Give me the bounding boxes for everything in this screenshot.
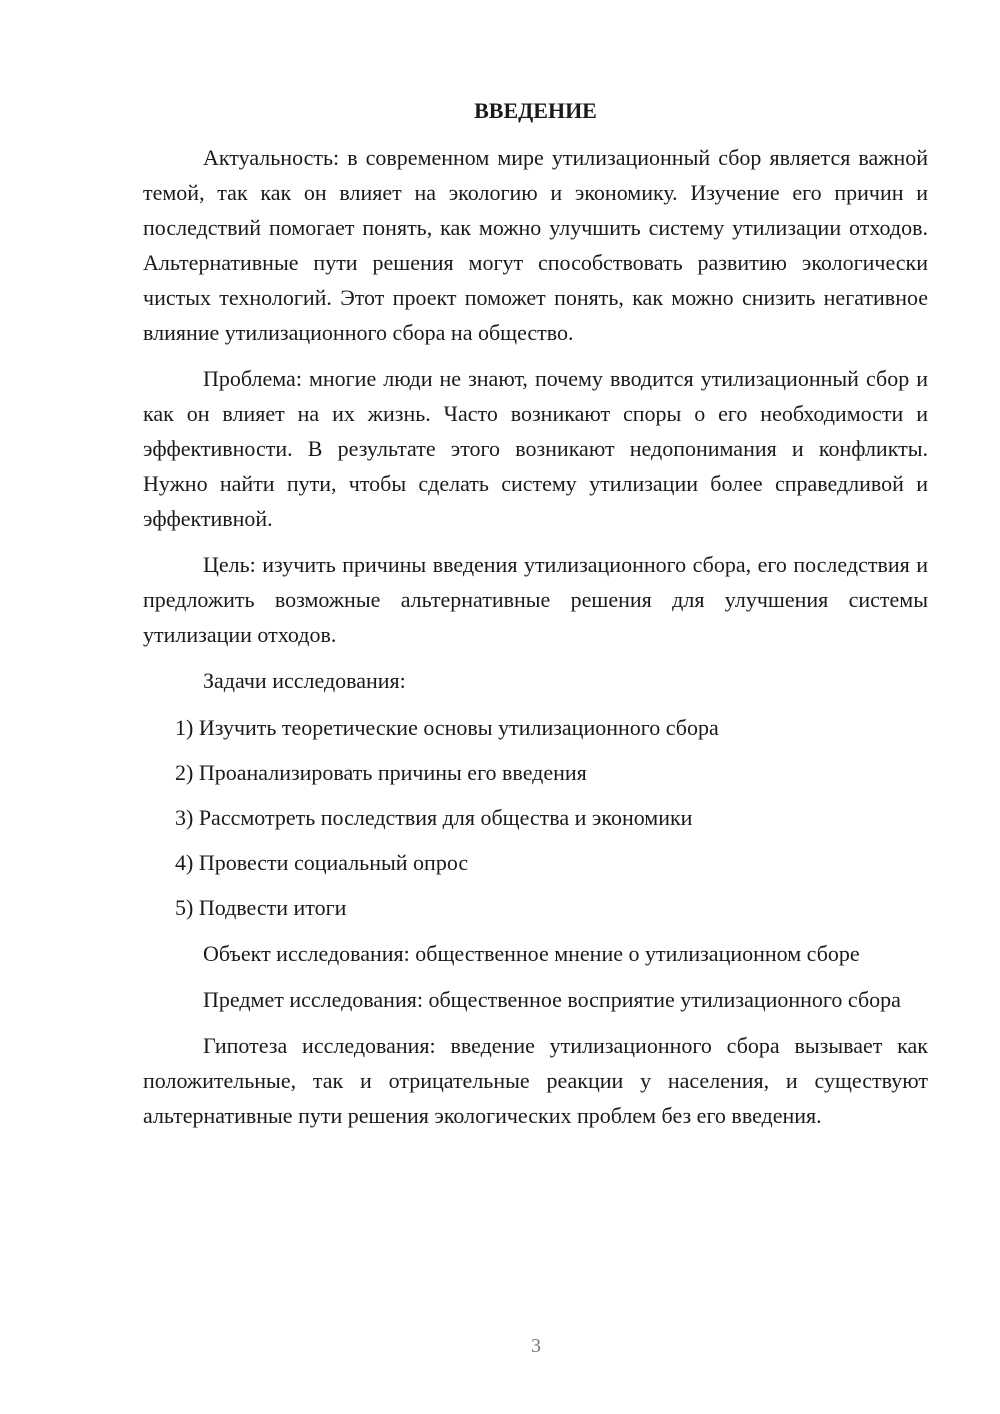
task-item-3: 3) Рассмотреть последствия для общества и экономики (175, 805, 693, 830)
tasks-heading: Задачи исследования: (203, 668, 406, 693)
paragraph-object: Объект исследования: общественное мнение о утилизационном сборе (203, 941, 860, 966)
paragraph-subject: Предмет исследования: общественное восприятие утилизационного сбора (203, 987, 901, 1012)
page-content (143, 93, 928, 1133)
page-title: ВВЕДЕНИЕ (474, 98, 597, 123)
task-item-5: 5) Подвести итоги (175, 895, 347, 920)
task-item-2: 2) Проанализировать причины его введения (175, 760, 587, 785)
task-item-1: 1) Изучить теоретические основы утилизационного сбора (175, 715, 719, 740)
page-number: 3 (531, 1335, 541, 1357)
tasks-list (143, 710, 928, 925)
task-item-4: 4) Провести социальный опрос (175, 850, 469, 875)
paragraph-goal: Цель: изучить причины введения утилизационного сбора, его последствия и предложить возможные альтернативные решения для улучшения системы утилизации отходов. (143, 552, 928, 647)
paragraph-hypothesis: Гипотеза исследования: введение утилизационного сбора вызывает как положительные, так и отрицательные реакции у населения, и существуют альтернативные пути решения экологических проблем без его введения. (143, 1033, 928, 1128)
paragraph-problem: Проблема: многие люди не знают, почему вводится утилизационный сбор и как он влияет на их жизнь. Часто возникают споры о его необходимости и эффективности. В результате этого возникают недопонимания и конфликты. Нужно найти пути, чтобы сделать систему утилизации более справедливой и эффективной. (143, 366, 928, 531)
paragraph-relevance: Актуальность: в современном мире утилизационный сбор является важной темой, так как он влияет на экологию и экономику. Изучение его причин и последствий помогает понять, как можно улучшить систему утилизации отходов. Альтернативные пути решения могут способствовать развитию экологически чистых технологий. Этот проект поможет понять, как можно снизить негативное влияние утилизационного сбора на общество. (143, 145, 928, 345)
